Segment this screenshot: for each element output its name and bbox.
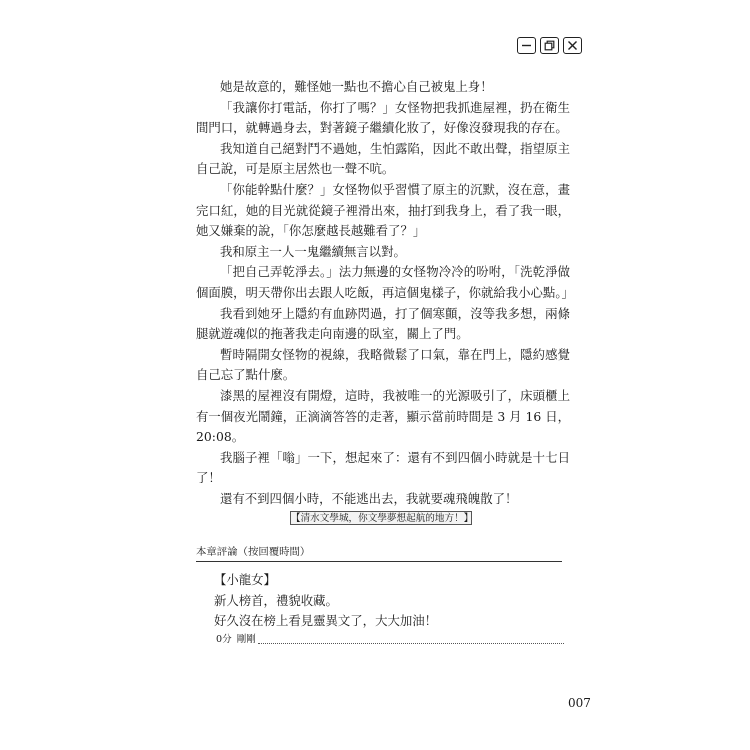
close-button[interactable] (563, 37, 582, 54)
comment-author: 【小龍女】 (214, 572, 276, 587)
story-paragraph: 我和原主一人一鬼繼續無言以對。 (220, 243, 406, 259)
story-paragraph: 「我讓你打電話，你打了嗎？」女怪物把我抓進屋裡，扔在衛生間門口，就轉過身去，對著鏡子繼續化妝了，好像沒發現我的存在。 (196, 99, 570, 136)
story-paragraph: 「把自己弄乾淨去。」法力無邊的女怪物冷冷的吩咐，「洗乾淨做個面膜，明天帶你出去跟人吃飯，再這個鬼樣子，你就給我小心點。」 (196, 264, 574, 300)
comment-item (214, 570, 564, 632)
comment-line: 好久沒在榜上看見靈異文了，大大加油！ (214, 613, 438, 629)
minimize-button[interactable] (517, 37, 536, 54)
story-paragraph: 漆黑的屋裡沒有開燈，這時，我被唯一的光源吸引了，床頭櫃上有一個夜光鬧鐘，正滴滴答答的走著，顯示當前時間是 3 月 16 日，20:08。 (196, 387, 570, 445)
restore-button[interactable] (540, 37, 559, 54)
window-controls (517, 37, 582, 54)
comment-line: 新人榜首，禮貌收藏。 (214, 592, 338, 608)
comments-header: 本章評論（按回覆時間） (196, 545, 562, 562)
story-text (196, 77, 574, 509)
story-paragraph: 「你能幹點什麼？」女怪物似乎習慣了原主的沉默，沒在意，畫完口紅，她的目光就從鏡子裡滑出來，抽打到我身上，看了我一眼，她又嫌棄的說，「你怎麼越長越難看了？」 (196, 181, 570, 239)
story-paragraph: 暫時隔開女怪物的視線，我略微鬆了口氣，靠在門上，隱約感覺自己忘了點什麼。 (196, 346, 570, 383)
dotted-leader (258, 643, 564, 644)
restore-icon (544, 40, 555, 51)
comment-time: 剛剛 (236, 634, 256, 645)
site-banner: 【清水文學城，你文學夢想起航的地方！】 (291, 513, 474, 524)
comment-score: 0分 (216, 634, 232, 645)
story-paragraph: 我知道自己絕對鬥不過她，生怕露陷，因此不敢出聲，指望原主自己說，可是原主居然也一聲不吭。 (196, 140, 570, 177)
minimize-icon (521, 40, 532, 51)
story-paragraph: 我腦子裡「嗡」一下，想起來了：還有不到四個小時就是十七日了！ (196, 449, 570, 486)
story-paragraph: 還有不到四個小時，不能逃出去，我就要魂飛魄散了！ (220, 490, 518, 506)
page-number: 007 (568, 696, 591, 710)
story-paragraph: 她是故意的，難怪她一點也不擔心自己被鬼上身！ (220, 79, 493, 94)
story-paragraph: 我看到她牙上隱約有血跡閃過，打了個寒顫，沒等我多想，兩條腿就遊魂似的拖著我走向南邊的臥室，關上了門。 (196, 305, 570, 342)
close-icon (567, 40, 578, 51)
comment-meta (216, 633, 564, 647)
